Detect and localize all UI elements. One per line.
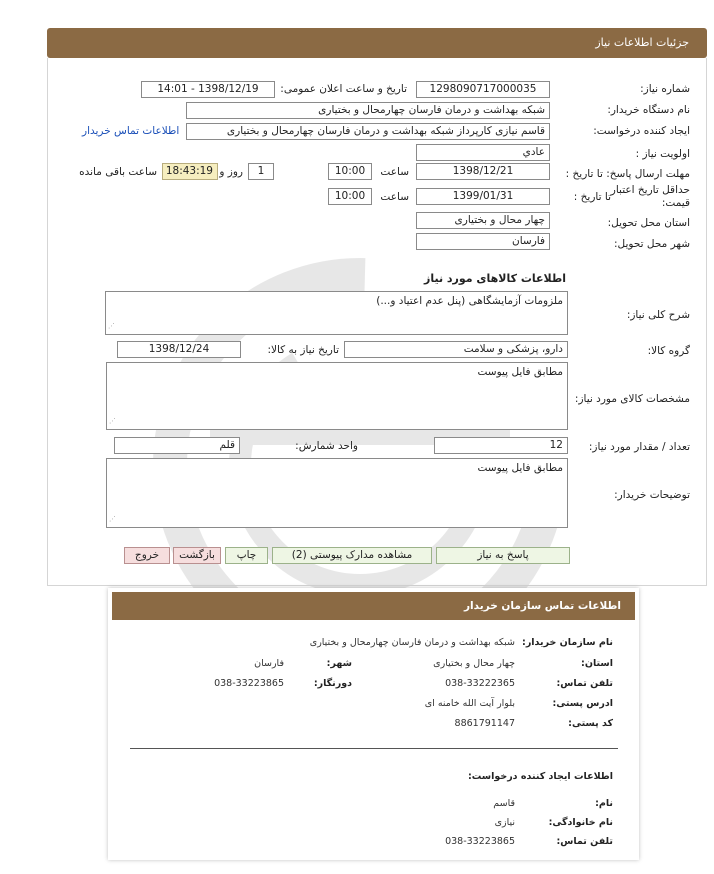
print-button[interactable]: چاپ <box>225 547 268 564</box>
contact-city-value: فارسان <box>254 658 284 669</box>
divider <box>130 748 618 749</box>
summary-label: شرح کلی نیاز: <box>626 309 690 321</box>
contact-org-label: نام سازمان خریدار: <box>522 637 613 648</box>
buyer-org-label: نام دستگاه خریدار: <box>607 104 690 116</box>
page-title: جزئیات اطلاعات نیاز <box>595 36 689 49</box>
contact-address-value: بلوار آیت الله خامنه ای <box>424 698 515 709</box>
summary-text: ملزومات آزمایشگاهی (پنل عدم اعتیاد و...) <box>376 295 563 307</box>
quantity-field: 12 <box>434 437 568 454</box>
validity-date-field: 1399/01/31 <box>416 188 550 205</box>
exit-button[interactable]: خروج <box>124 547 170 564</box>
creator-first-name-value: قاسم <box>493 798 515 809</box>
buyer-notes-text: مطابق فایل پیوست <box>477 462 563 474</box>
deadline-time-label: ساعت <box>380 166 409 178</box>
validity-until-label: تا تاریخ : <box>573 191 611 203</box>
province-field: چهار محال و بختیاری <box>416 212 550 229</box>
summary-field <box>105 291 568 335</box>
priority-label: اولویت نیاز : <box>635 148 690 160</box>
contact-phone-value: 038-33222365 <box>445 678 515 689</box>
contact-fax-label: دورنگار: <box>313 678 352 689</box>
page-header <box>47 28 707 58</box>
remaining-label: ساعت باقی مانده <box>79 166 157 178</box>
contact-city-label: شهر: <box>326 658 352 669</box>
resize-grip-icon: ⋱ <box>109 417 116 425</box>
priority-field: عادي <box>416 144 550 161</box>
requester-label: ایجاد کننده درخواست: <box>593 125 690 137</box>
validity-label-2: قیمت: <box>661 197 690 209</box>
contact-phone-label: تلفن تماس: <box>556 678 613 689</box>
deadline-date-field: 1398/12/21 <box>416 163 550 180</box>
contact-org-value: شبکه بهداشت و درمان فارسان چهارمحال و بختیاری <box>309 637 515 648</box>
contact-province-label: استان: <box>581 658 613 669</box>
contact-postal-value: 8861791147 <box>454 718 515 729</box>
unit-label: واحد شمارش: <box>295 440 358 452</box>
remaining-time-field: 18:43:19 <box>162 163 218 180</box>
need-date-label: تاریخ نیاز به کالا: <box>267 344 339 356</box>
deadline-label: مهلت ارسال پاسخ: تا تاریخ : <box>565 168 690 180</box>
contact-province-value: چهار محال و بختیاری <box>433 658 515 669</box>
creator-last-name-value: نیازی <box>494 817 515 828</box>
requester-field: قاسم نیازی کارپرداز شبکه بهداشت و درمان فارسان چهارمحال و بختیاری <box>186 123 550 140</box>
buyer-contact-card <box>108 588 639 860</box>
province-label: استان محل تحویل: <box>607 217 690 229</box>
quantity-label: تعداد / مقدار مورد نیاز: <box>588 441 690 453</box>
creator-section-title: اطلاعات ایجاد کننده درخواست: <box>467 771 613 782</box>
validity-time-field: 10:00 <box>328 188 372 205</box>
creator-phone-value: 038-33223865 <box>445 836 515 847</box>
contact-address-label: ادرس پستی: <box>552 698 613 709</box>
city-label: شهر محل تحویل: <box>614 238 690 250</box>
deadline-time-field: 10:00 <box>328 163 372 180</box>
buyer-org-field: شبکه بهداشت و درمان فارسان چهارمحال و بختیاری <box>186 102 550 119</box>
specs-label: مشخصات کالای مورد نیاز: <box>574 393 690 405</box>
unit-field: قلم <box>114 437 240 454</box>
resize-grip-icon: ⋱ <box>109 515 116 523</box>
announce-label: تاریخ و ساعت اعلان عمومی: <box>280 83 407 95</box>
goods-section-title: اطلاعات کالاهای مورد نیاز <box>424 272 566 285</box>
creator-phone-label: تلفن تماس: <box>556 836 613 847</box>
need-number-field: 1298090717000035 <box>416 81 550 98</box>
creator-last-name-label: نام خانوادگی: <box>548 817 613 828</box>
need-number-label: شماره نیاز: <box>640 83 690 95</box>
contact-card-title: اطلاعات تماس سازمان خریدار <box>464 600 621 612</box>
validity-time-label: ساعت <box>380 191 409 203</box>
view-attachments-button[interactable]: مشاهده مدارک پیوستی (2) <box>272 547 432 564</box>
respond-button[interactable]: پاسخ به نیاز <box>436 547 570 564</box>
remaining-days-field: 1 <box>248 163 274 180</box>
resize-grip-icon: ⋱ <box>108 322 115 330</box>
city-field: فارسان <box>416 233 550 250</box>
back-button[interactable]: بازگشت <box>173 547 221 564</box>
specs-text: مطابق فایل پیوست <box>477 366 563 378</box>
days-label: روز و <box>219 166 243 178</box>
buyer-notes-field <box>106 458 568 528</box>
creator-first-name-label: نام: <box>595 798 613 809</box>
contact-postal-label: کد پستی: <box>568 718 613 729</box>
goods-group-label: گروه کالا: <box>647 345 690 357</box>
validity-label: حداقل تاریخ اعتبار <box>610 184 690 196</box>
specs-field <box>106 362 568 430</box>
goods-group-field: دارو، پزشکی و سلامت <box>344 341 568 358</box>
buyer-contact-link[interactable]: اطلاعات تماس خریدار <box>82 125 180 137</box>
contact-card-header <box>112 592 635 620</box>
buyer-notes-label: توضیحات خریدار: <box>614 489 690 501</box>
announce-datetime-field: 1398/12/19 - 14:01 <box>141 81 275 98</box>
contact-fax-value: 038-33223865 <box>214 678 284 689</box>
need-date-field: 1398/12/24 <box>117 341 241 358</box>
